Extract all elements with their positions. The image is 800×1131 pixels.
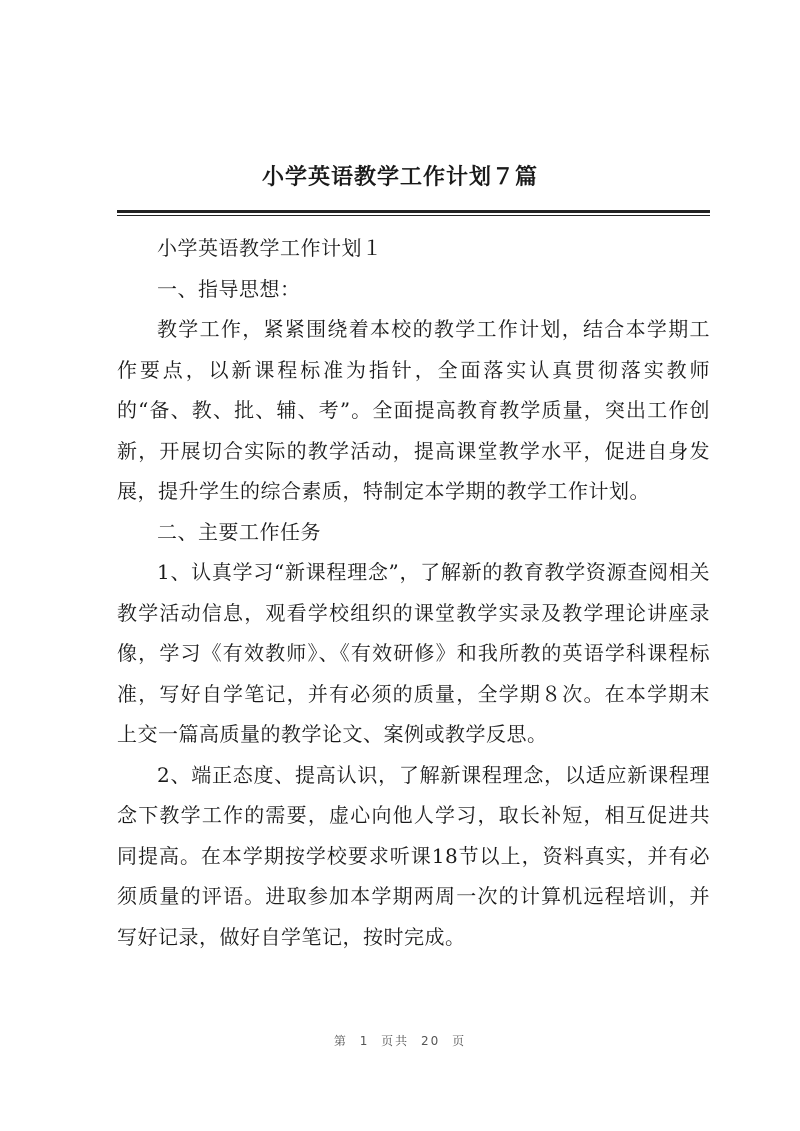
title-divider-thin [117,215,710,216]
section-heading: 小学英语教学工作计划１ [157,236,383,260]
paragraph: 1、认真学习“新课程理念”，了解新的教育教学资源查阅相关教学活动信息，观看学校组织的课堂教学实录及教学理论讲座录像，学习《有效教师》、《有效研修》和我所教的英语学科课程标准，写好自学笔记，并有必须的质量，全学期８次。在本学期末上交一篇高质量的教学论文、案例或教学反思。 [117,560,710,746]
page-number-footer: 第 1 页共 20 页 [333,1034,467,1048]
paragraph: 2、端正态度、提高认识，了解新课程理念，以适应新课程理念下教学工作的需要，虚心向他人学习，取长补短，相互促进共同提高。在本学期按学校要求听课18节以上，资料真实，并有必须质量的评语。进取参加本学期两周一次的计算机远程培训，并写好记录，做好自学笔记，按时完成。 [117,762,710,949]
subheading-main-tasks: 二、主要工作任务 [157,519,321,544]
paragraph: 教学工作，紧紧围绕着本校的教学工作计划，结合本学期工作要点，以新课程标准为指针，全面落实认真贯彻落实教师的“备、教、批、辅、考”。全面提高教育教学质量，突出工作创新，开展切合实际的教学活动，提高课堂教学水平，促进自身发展，提升学生的综合素质，特制定本学期的教学工作计划。 [117,317,710,503]
title-divider [117,210,710,213]
document-body [117,228,710,957]
document-title: 小学英语教学工作计划７篇 [261,164,538,190]
subheading-guiding-ideas: 一、指导思想： [157,276,301,301]
